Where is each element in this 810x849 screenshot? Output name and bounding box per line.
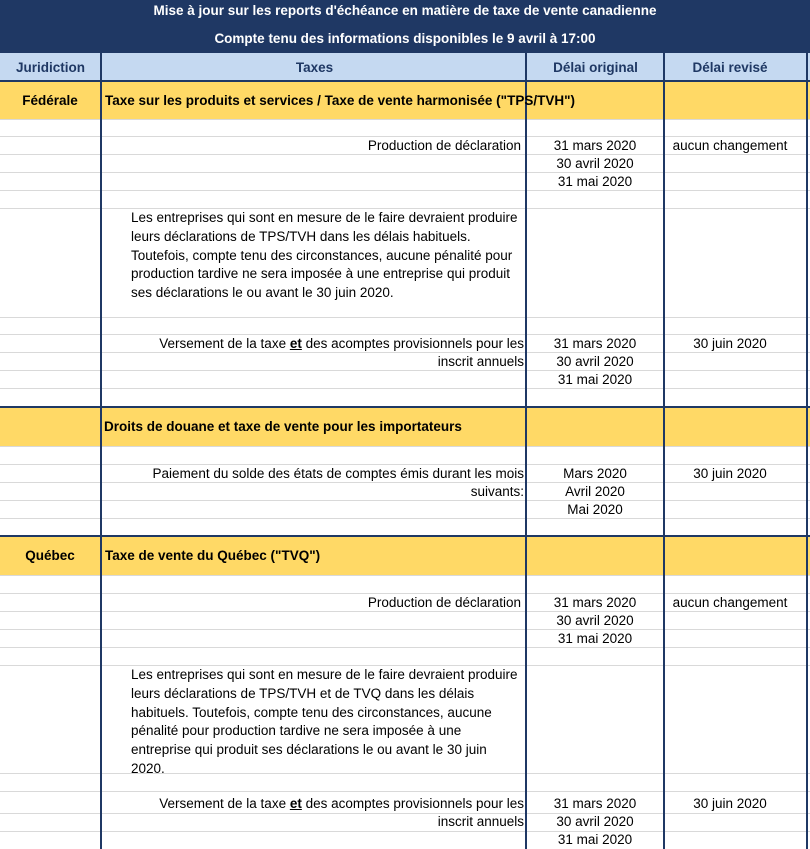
quebec-filing-label: Production de déclaration — [367, 595, 521, 610]
federal-jurisdiction: Fédérale — [22, 93, 78, 108]
federal-tax-title: Taxe sur les produits et services / Taxe de vente harmonisée ("TPS/TVH") — [105, 93, 575, 108]
customs-payment-date-1: Mars 2020 — [563, 466, 627, 481]
quebec-note: Les entreprises qui sont en mesure de le faire devraient produire leurs déclarations de TPS/TVH et de TVQ dans les délais habituels. Toutefois, compte tenu des circonstances, aucune pénalité pour production tardive ne sera imposée à une entreprise qui produit ses déclarations le ou avant le 30 juin 2020. — [131, 667, 518, 776]
quebec-filing-date-2: 30 avril 2020 — [556, 613, 634, 628]
quebec-filing-date-3: 31 mai 2020 — [557, 631, 633, 646]
quebec-filing-date-1: 31 mars 2020 — [553, 595, 637, 610]
quebec-jurisdiction: Québec — [25, 548, 75, 563]
federal-payment-date-1: 31 mars 2020 — [553, 336, 637, 351]
quebec-payment-date-1: 31 mars 2020 — [553, 796, 637, 811]
customs-payment-revised: 30 juin 2020 — [693, 466, 767, 481]
customs-tax-title: Droits de douane et taxe de vente pour les importateurs — [104, 419, 462, 434]
page-title: Mise à jour sur les reports d'échéance en matière de taxe de vente canadienne — [153, 3, 657, 18]
quebec-payment-revised: 30 juin 2020 — [693, 796, 767, 811]
federal-payment-label: Versement de la taxe et des acomptes provisionnels pour les — [159, 336, 524, 351]
federal-payment-label-cont: inscrit annuels — [437, 354, 524, 369]
federal-filing-date-2: 30 avril 2020 — [556, 156, 634, 171]
federal-filing-date-3: 31 mai 2020 — [557, 174, 633, 189]
title-banner — [0, 0, 810, 52]
federal-note: Les entreprises qui sont en mesure de le faire devraient produire leurs déclarations de TPS/TVH dans les délais habituels. Toutefois, compte tenu des circonstances, aucune pénalité pour production tardive ne sera imposée à une entreprise qui produit ses déclarations le ou avant le 30 juin 2020. — [131, 210, 518, 301]
col-revised-deadline: Délai revisé — [692, 60, 768, 75]
col-jurisdiction: Juridiction — [15, 60, 85, 75]
quebec-tax-title: Taxe de vente du Québec ("TVQ") — [105, 548, 321, 563]
quebec-payment-date-2: 30 avril 2020 — [556, 814, 634, 829]
federal-payment-date-2: 30 avril 2020 — [556, 354, 634, 369]
federal-payment-revised: 30 juin 2020 — [693, 336, 767, 351]
customs-payment-label: Paiement du solde des états de comptes émis durant les mois — [152, 466, 524, 481]
federal-payment-date-3: 31 mai 2020 — [557, 372, 633, 387]
col-taxes: Taxes — [295, 60, 334, 75]
federal-filing-date-1: 31 mars 2020 — [553, 138, 637, 153]
customs-payment-label-cont: suivants: — [470, 484, 524, 499]
customs-payment-date-2: Avril 2020 — [565, 484, 625, 499]
quebec-filing-revised: aucun changement — [672, 595, 788, 610]
customs-payment-date-3: Mai 2020 — [567, 502, 623, 517]
col-original-deadline: Délai original — [553, 60, 638, 75]
page-subtitle: Compte tenu des informations disponibles le 9 avril à 17:00 — [214, 31, 596, 46]
federal-filing-label: Production de déclaration — [367, 138, 521, 153]
quebec-payment-label: Versement de la taxe et des acomptes provisionnels pour les — [159, 796, 524, 811]
federal-filing-revised: aucun changement — [672, 138, 788, 153]
quebec-payment-date-3: 31 mai 2020 — [557, 832, 633, 847]
quebec-payment-label-cont: inscrit annuels — [437, 814, 524, 829]
